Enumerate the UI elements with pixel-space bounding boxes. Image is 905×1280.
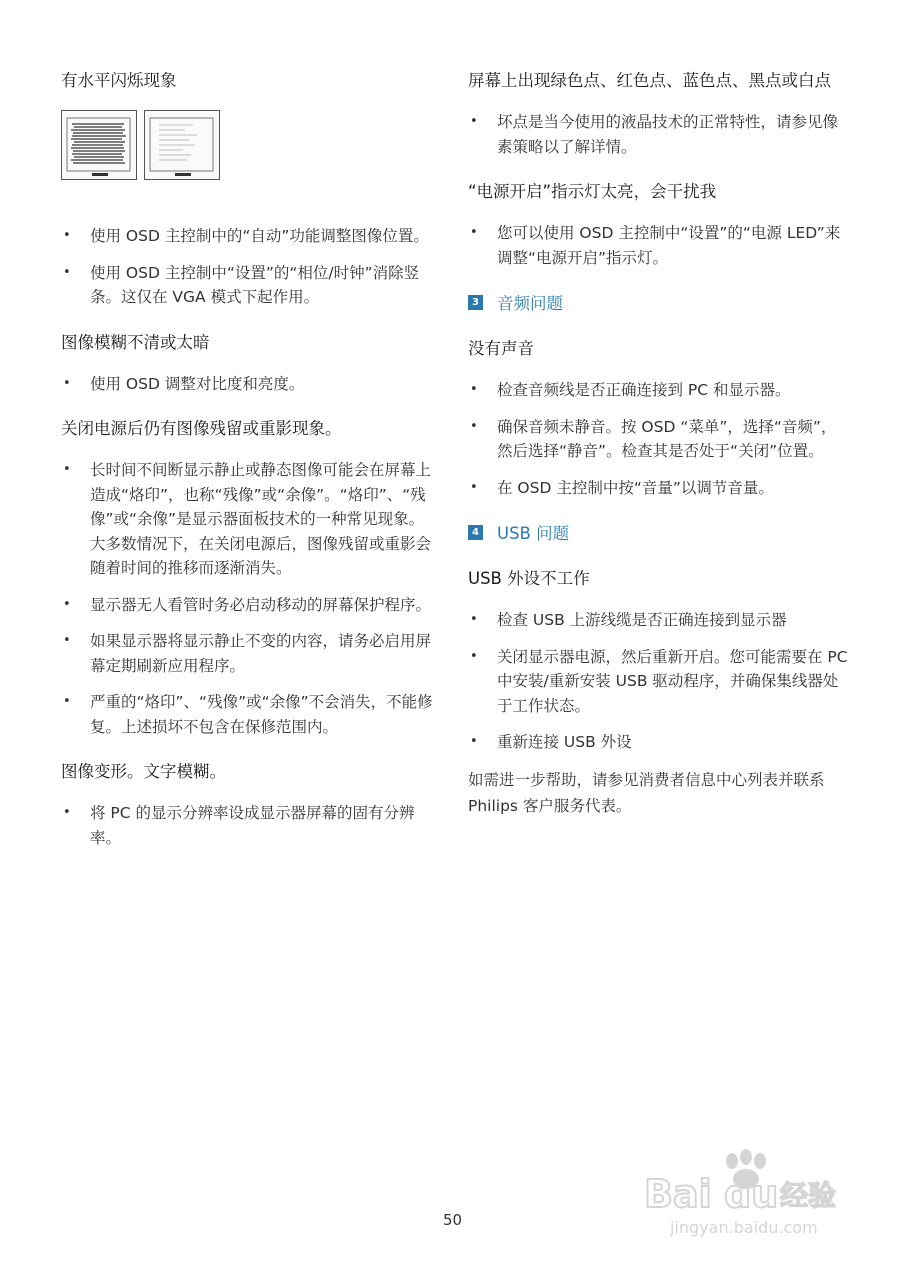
bullet-icon: • xyxy=(470,418,478,434)
heading-led: “电源开启”指示灯太亮，会干扰我 xyxy=(468,182,717,201)
flicker-illustrations xyxy=(61,110,435,180)
bullet-icon: • xyxy=(63,462,71,477)
usb-list xyxy=(468,608,848,755)
bullet-icon: • xyxy=(470,734,478,749)
baidu-watermark-logo xyxy=(640,1145,855,1240)
bullet-icon: • xyxy=(63,375,71,391)
list-item: • 您可以使用 OSD 主控制中“设置”的“电源 LED”来调整“电源开启”指示灯。 xyxy=(468,221,848,270)
section-number-badge: 3 xyxy=(468,295,483,310)
led-list xyxy=(468,221,848,270)
bullet-icon: • xyxy=(470,225,478,240)
section-number-badge: 4 xyxy=(468,525,483,540)
sound-list xyxy=(468,378,848,500)
left-column xyxy=(61,68,435,862)
section-usb-header xyxy=(468,520,848,544)
list-item: • 关闭显示器电源，然后重新开启。您可能需要在 PC 中安装/重新安装 USB 驱动程序，并确保集线器处于工作状态。 xyxy=(468,645,848,719)
list-item: • 将 PC 的显示分辨率设成显示器屏幕的固有分辨率。 xyxy=(61,801,435,850)
bullet-icon: • xyxy=(470,114,478,129)
svg-text:du: du xyxy=(724,1172,779,1216)
flicker-screen-before xyxy=(61,110,137,180)
list-item: • 确保音频未静音。按 OSD “菜单”，选择“音频”，然后选择“静音”。检查其是否处于“关闭”位置。 xyxy=(468,415,848,464)
section-title: USB 问题 xyxy=(497,524,570,543)
bullet-icon: • xyxy=(63,805,71,820)
bullet-icon: • xyxy=(470,479,478,495)
heading-no-sound: 没有声音 xyxy=(468,339,534,358)
list-item: • 在 OSD 主控制中按“音量”以调节音量。 xyxy=(468,476,848,501)
dots-list xyxy=(468,110,848,159)
section-audio-header xyxy=(468,290,848,314)
afterimage-list xyxy=(61,458,435,739)
flicker-after-graphic xyxy=(145,111,221,181)
svg-text:jingyan.baidu.com: jingyan.baidu.com xyxy=(670,1218,818,1237)
section-title: 音频问题 xyxy=(497,294,563,313)
heading-flicker: 有水平闪烁现象 xyxy=(61,71,177,90)
list-item: • 使用 OSD 调整对比度和亮度。 xyxy=(61,372,435,397)
baidu-paw-icon xyxy=(640,1145,855,1240)
list-item: • 使用 OSD 主控制中“设置”的“相位/时钟”消除竖条。这仅在 VGA 模式下起作用。 xyxy=(61,261,435,310)
list-item: • 使用 OSD 主控制中的“自动”功能调整图像位置。 xyxy=(61,224,435,249)
list-item: • 检查音频线是否正确连接到 PC 和显示器。 xyxy=(468,378,848,403)
bullet-icon: • xyxy=(63,596,71,612)
bullet-icon: • xyxy=(470,382,478,397)
bullet-icon: • xyxy=(470,612,478,627)
list-item: • 显示器无人看管时务必启动移动的屏幕保护程序。 xyxy=(61,593,435,618)
list-item: • 重新连接 USB 外设 xyxy=(468,730,848,755)
bullet-icon: • xyxy=(63,228,71,243)
right-column xyxy=(468,68,848,819)
bullet-icon: • xyxy=(470,648,478,664)
heading-dots: 屏幕上出现绿色点、红色点、蓝色点、黑点或白点 xyxy=(468,71,831,90)
list-item: • 检查 USB 上游线缆是否正确连接到显示器 xyxy=(468,608,848,633)
svg-text:经验: 经验 xyxy=(780,1179,837,1212)
svg-text:Bai: Bai xyxy=(644,1172,712,1216)
list-item: • 如果显示器将显示静止不变的内容，请务必启用屏幕定期刷新应用程序。 xyxy=(61,629,435,678)
list-item: • 长时间不间断显示静止或静态图像可能会在屏幕上造成“烙印”，也称“残像”或“余像”。“烙印”、“残像”或“余像”是显示器面板技术的一种常见现象。大多数情况下，在关闭电源后，图像残留或重影会随着时间的推移而逐渐消失。 xyxy=(61,458,435,581)
distortion-list xyxy=(61,801,435,850)
blur-list xyxy=(61,372,435,397)
heading-distortion: 图像变形。文字模糊。 xyxy=(61,762,226,781)
bullet-icon: • xyxy=(63,694,71,709)
closing-paragraph: 如需进一步帮助，请参见消费者信息中心列表并联系 Philips 客户服务代表。 xyxy=(468,770,825,815)
heading-afterimage: 关闭电源后仍有图像残留或重影现象。 xyxy=(61,419,342,438)
list-item: • 严重的“烙印”、“残像”或“余像”不会消失，不能修复。上述损坏不包含在保修范围内。 xyxy=(61,690,435,739)
bullet-icon: • xyxy=(63,264,71,280)
bullet-icon: • xyxy=(63,633,71,648)
flicker-list xyxy=(61,224,435,310)
flicker-before-graphic xyxy=(62,111,138,181)
heading-usb: USB 外设不工作 xyxy=(468,569,590,588)
heading-blur: 图像模糊不清或太暗 xyxy=(61,332,210,352)
page-number: 50 xyxy=(442,1211,463,1229)
list-item: • 坏点是当今使用的液晶技术的正常特性，请参见像素策略以了解详情。 xyxy=(468,110,848,159)
flicker-screen-after xyxy=(144,110,220,180)
